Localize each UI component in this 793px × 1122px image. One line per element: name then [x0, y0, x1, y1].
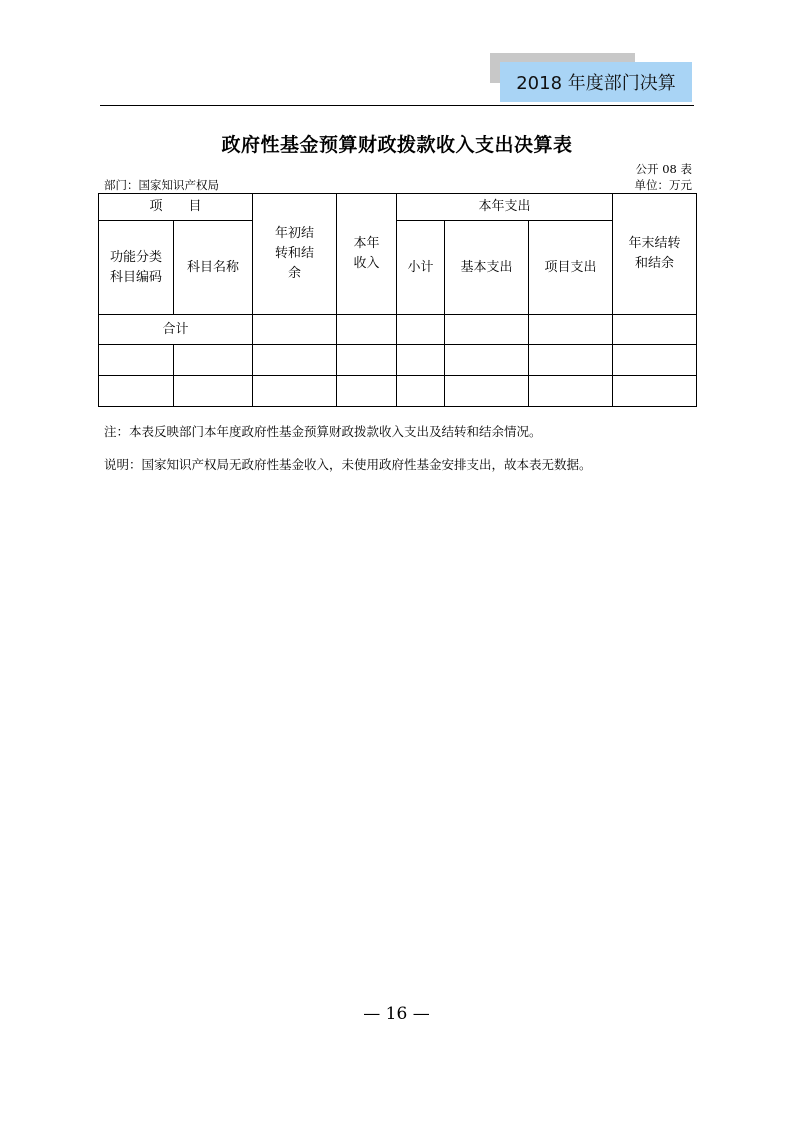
department-label: 部门：国家知识产权局 — [104, 178, 219, 192]
table-cell — [445, 376, 529, 407]
header-func-code-text: 功能分类科目编码 — [110, 249, 163, 285]
table-cell — [397, 376, 445, 407]
header-closing-balance-text: 年末结转和结余 — [628, 236, 681, 271]
table-cell — [613, 345, 697, 376]
unit-label: 单位：万元 — [634, 178, 692, 192]
header-rule — [100, 105, 694, 106]
header-item-cell: 项 目 — [99, 194, 253, 221]
budget-table — [98, 193, 697, 407]
table-explanation: 说明：国家知识产权局无政府性基金收入，未使用政府性基金安排支出，故本表无数据。 — [104, 457, 592, 472]
header-tab-label: 2018 年度部门决算 — [516, 73, 676, 94]
table-note: 注：本表反映部门本年度政府性基金预算财政拨款收入支出及结转和结余情况。 — [104, 424, 542, 439]
table-row — [99, 345, 697, 376]
document-title: 政府性基金预算财政拨款收入支出决算表 — [221, 134, 573, 156]
table-cell — [445, 345, 529, 376]
table-cell — [337, 345, 397, 376]
table-row — [99, 376, 697, 407]
header-current-income-text: 本年收入 — [353, 236, 380, 271]
total-label: 合计 — [99, 315, 253, 345]
table-cell — [529, 376, 613, 407]
table-cell — [99, 376, 174, 407]
header-subject-name: 科目名称 — [174, 221, 253, 315]
total-row — [99, 315, 697, 345]
table-cell — [613, 315, 697, 345]
header-basic-expense: 基本支出 — [445, 221, 529, 315]
table-cell — [445, 315, 529, 345]
table-cell — [529, 345, 613, 376]
table-cell — [397, 315, 445, 345]
table-cell — [337, 376, 397, 407]
header-func-code — [99, 221, 174, 315]
table-cell — [397, 345, 445, 376]
header-closing-balance — [613, 194, 697, 315]
header-current-income — [337, 194, 397, 315]
page-number: — 16 — — [363, 1004, 430, 1024]
table-cell — [99, 345, 174, 376]
table-cell — [253, 345, 337, 376]
table-cell — [529, 315, 613, 345]
header-opening-balance-text: 年初结转和结余 — [275, 226, 315, 281]
table-cell — [253, 376, 337, 407]
table-cell — [337, 315, 397, 345]
form-number: 公开 08 表 — [635, 162, 692, 176]
table-cell — [174, 376, 253, 407]
header-opening-balance — [253, 194, 337, 315]
header-project-expense: 项目支出 — [529, 221, 613, 315]
table-cell — [253, 315, 337, 345]
header-current-expense: 本年支出 — [397, 194, 613, 221]
header-subtotal: 小计 — [397, 221, 445, 315]
table-cell — [174, 345, 253, 376]
header-year-tab — [500, 62, 692, 102]
table-cell — [613, 376, 697, 407]
